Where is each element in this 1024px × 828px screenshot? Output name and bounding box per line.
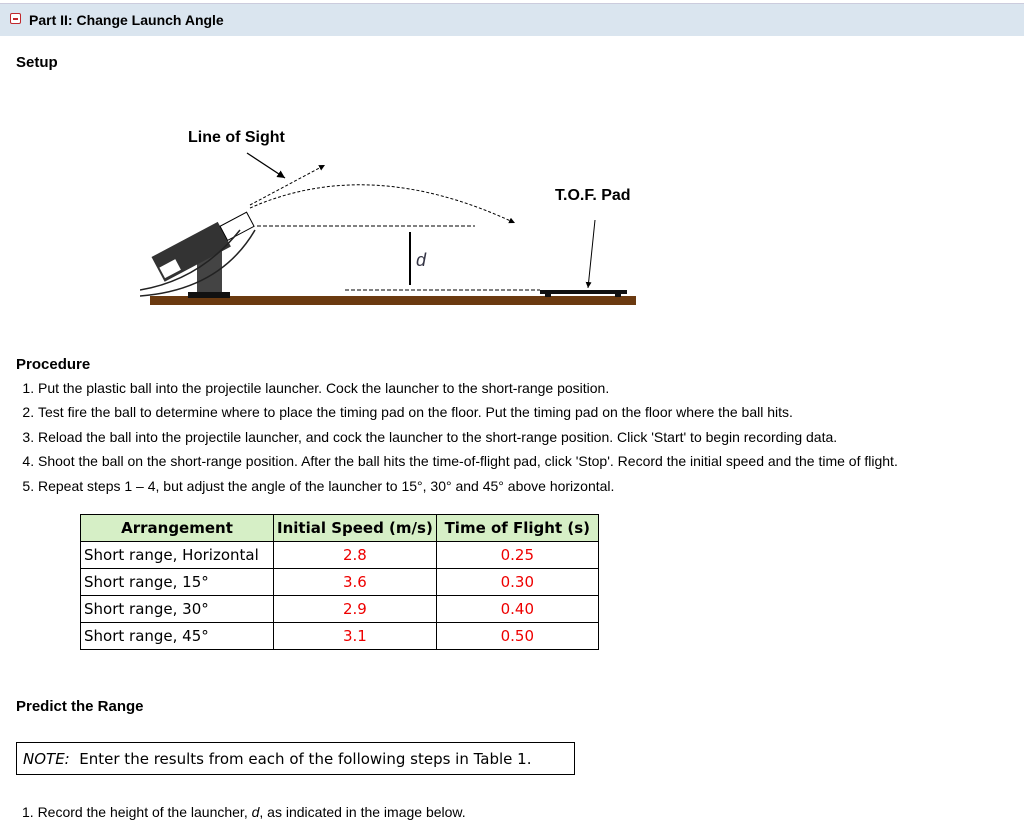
step-variable: d bbox=[251, 804, 260, 820]
column-header: Initial Speed (m/s) bbox=[274, 515, 437, 542]
table-row bbox=[81, 623, 599, 650]
arrangement-cell: Short range, 30° bbox=[81, 596, 274, 623]
tof-pad-label: T.O.F. Pad bbox=[555, 187, 631, 204]
step-text: 1. Record the height of the launcher, bbox=[22, 804, 252, 820]
table-header-row bbox=[81, 515, 599, 542]
procedure-step: 3. Reload the ball into the projectile launcher, and cock the launcher to the short-range position. Click 'Start' to begin recording data. bbox=[38, 427, 898, 451]
procedure-list bbox=[16, 378, 898, 500]
table-row bbox=[81, 542, 599, 569]
setup-heading: Setup bbox=[16, 54, 58, 71]
table-row bbox=[81, 596, 599, 623]
line-of-sight-arrow bbox=[247, 153, 285, 178]
table-row bbox=[81, 569, 599, 596]
time-cell: 0.40 bbox=[436, 596, 598, 623]
speed-cell: 2.8 bbox=[274, 542, 437, 569]
step-text: , as indicated in the image below. bbox=[259, 804, 466, 820]
section-title: Part II: Change Launch Angle bbox=[29, 12, 224, 28]
speed-cell: 3.6 bbox=[274, 569, 437, 596]
d-label: d bbox=[416, 250, 427, 270]
procedure-step: 2. Test fire the ball to determine where to place the timing pad on the floor. Put the timing pad on the floor where the ball hits. bbox=[38, 402, 898, 426]
column-header: Arrangement bbox=[81, 515, 274, 542]
collapse-icon[interactable] bbox=[10, 13, 21, 24]
arrangement-cell: Short range, Horizontal bbox=[81, 542, 274, 569]
speed-cell: 3.1 bbox=[274, 623, 437, 650]
procedure-heading: Procedure bbox=[16, 356, 91, 373]
procedure-step: 1. Put the plastic ball into the projectile launcher. Cock the launcher to the short-range position. bbox=[38, 378, 898, 402]
time-cell: 0.50 bbox=[436, 623, 598, 650]
results-table bbox=[80, 514, 599, 650]
note-box bbox=[16, 742, 575, 775]
arrangement-cell: Short range, 45° bbox=[81, 623, 274, 650]
column-header: Time of Flight (s) bbox=[436, 515, 598, 542]
section-header[interactable] bbox=[0, 3, 1024, 36]
predict-heading: Predict the Range bbox=[16, 698, 144, 715]
arrangement-cell: Short range, 15° bbox=[81, 569, 274, 596]
time-cell: 0.25 bbox=[436, 542, 598, 569]
time-cell: 0.30 bbox=[436, 569, 598, 596]
sight-line bbox=[250, 165, 325, 205]
trajectory bbox=[250, 185, 515, 223]
note-text: Enter the results from each of the following steps in Table 1. bbox=[79, 750, 532, 768]
tof-pad bbox=[540, 290, 627, 294]
launcher-diagram bbox=[140, 120, 640, 310]
pad-arrow bbox=[588, 220, 595, 288]
predict-step-1 bbox=[22, 804, 466, 820]
procedure-step: 5. Repeat steps 1 – 4, but adjust the angle of the launcher to 15°, 30° and 45° above horizontal. bbox=[38, 476, 898, 500]
procedure-step: 4. Shoot the ball on the short-range position. After the ball hits the time-of-flight pad, click 'Stop'. Record the initial speed and the time of flight. bbox=[38, 451, 898, 475]
line-of-sight-label: Line of Sight bbox=[188, 129, 285, 146]
speed-cell: 2.9 bbox=[274, 596, 437, 623]
note-label: NOTE: bbox=[23, 750, 70, 768]
